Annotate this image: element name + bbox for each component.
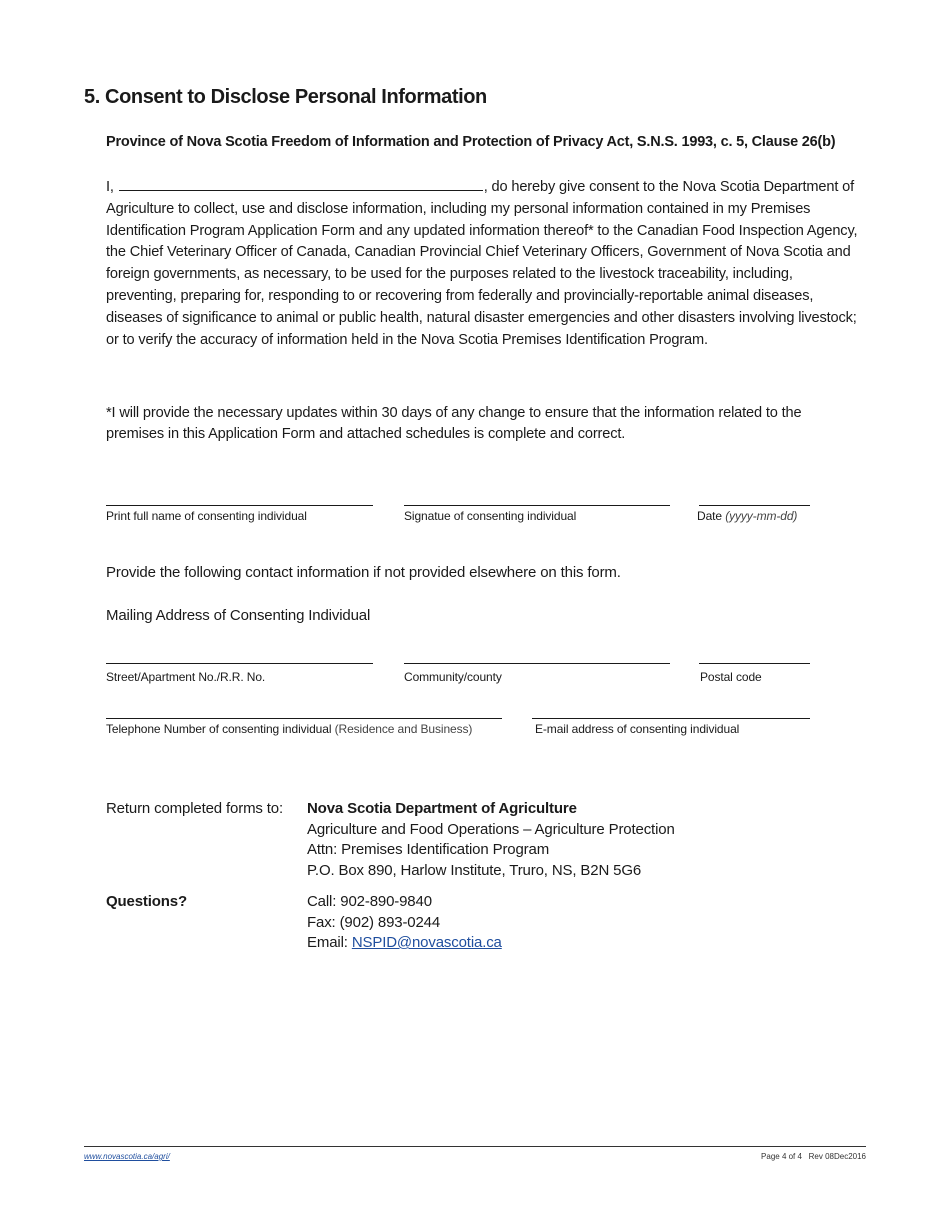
consent-prefix: I,	[106, 179, 114, 195]
email-line[interactable]	[532, 718, 810, 719]
questions-label: Questions?	[106, 893, 188, 910]
telephone-line[interactable]	[106, 718, 502, 719]
date-label-text: Date	[697, 509, 722, 523]
email-row	[307, 933, 502, 954]
consenter-name-blank[interactable]	[119, 176, 483, 191]
telephone-label-text: Telephone Number of consenting individual	[106, 722, 332, 736]
return-address-block	[307, 799, 675, 881]
return-postal-address: P.O. Box 890, Harlow Institute, Truro, NS, B2N 5G6	[307, 861, 642, 879]
consent-statement: , do hereby give consent to the Nova Scotia Department of Agriculture to collect, use and disclose information, including my personal information contained in my Premises Identification Program Application Form and any updated information thereof* to the Canadian Food Inspection Agency, the Chief Veterinary Officer of Canada, Canadian Provincial Chief Veterinary Officers, Government of Nova Scotia and foreign governments, as necessary, to be used for the purposes related to the livestock traceability, including, preventing, preparing for, responding to or recovering from federally and provincially-reportable animal diseases, diseases of significance to animal or public health, natural disaster emergencies and other disasters involving livestock; or to verify the accuracy of information held in the Nova Scotia Premises Identification Program.	[106, 179, 858, 348]
page-number: Page 4 of 4	[761, 1152, 802, 1161]
updates-paragraph: *I will provide the necessary updates within 30 days of any change to ensure that the information related to the premises in this Application Form and attached schedules is complete and correct.	[106, 405, 802, 442]
phone-number: Call: 902-890-9840	[307, 893, 432, 910]
postal-code-line[interactable]	[699, 663, 810, 664]
revision: Rev 08Dec2016	[808, 1152, 866, 1161]
return-org: Nova Scotia Department of Agriculture	[307, 800, 577, 817]
print-name-label: Print full name of consenting individual	[106, 509, 307, 523]
footer-page-info	[761, 1152, 866, 1161]
street-line[interactable]	[106, 663, 373, 664]
date-line[interactable]	[699, 505, 810, 506]
consent-paragraph	[106, 176, 861, 351]
email-prefix: Email:	[307, 934, 348, 951]
mailing-address-heading: Mailing Address of Consenting Individual	[106, 607, 371, 624]
date-label	[697, 509, 797, 523]
telephone-hint: (Residence and Business)	[334, 722, 473, 736]
return-division: Agriculture and Food Operations – Agriculture Protection	[307, 820, 675, 838]
fax-number: Fax: (902) 893-0244	[307, 913, 441, 931]
signature-label: Signatue of consenting individual	[404, 509, 577, 523]
print-name-line[interactable]	[106, 505, 373, 506]
act-reference: Province of Nova Scotia Freedom of Information and Protection of Privacy Act, S.N.S. 1993, c. 5, Clause 26(b)	[106, 134, 836, 150]
return-attn: Attn: Premises Identification Program	[307, 841, 550, 858]
section-title: 5. Consent to Disclose Personal Information	[84, 86, 487, 108]
email-label: E-mail address of consenting individual	[535, 722, 740, 736]
questions-block	[307, 892, 502, 954]
signature-line[interactable]	[404, 505, 670, 506]
street-label: Street/Apartment No./R.R. No.	[106, 670, 266, 684]
telephone-label	[106, 722, 472, 736]
community-line[interactable]	[404, 663, 670, 664]
return-label: Return completed forms to:	[106, 800, 284, 817]
email-link[interactable]: NSPID@novascotia.ca	[351, 934, 502, 951]
date-format-hint: (yyyy-mm-dd)	[725, 509, 798, 523]
footer-url-link[interactable]: www.novascotia.ca/agri/	[84, 1152, 170, 1161]
community-label: Community/county	[404, 670, 502, 684]
footer-divider	[84, 1146, 866, 1147]
contact-instruction: Provide the following contact information if not provided elsewhere on this form.	[106, 564, 621, 581]
postal-code-label: Postal code	[700, 670, 762, 684]
